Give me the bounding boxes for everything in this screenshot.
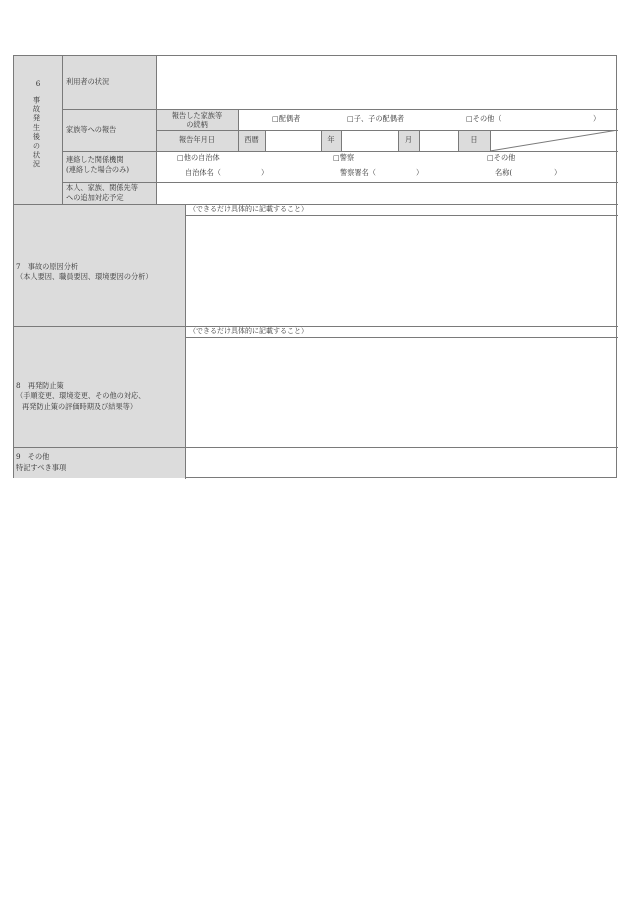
agency-option-municipality[interactable]: □他の自治体 xyxy=(177,153,220,162)
agencies-label-line2: (連絡した場合のみ) xyxy=(66,164,130,174)
section9-label-line1: 9 その他 xyxy=(16,452,50,462)
reported-relation-label: 報告した家族等の続柄 xyxy=(171,110,223,129)
section7-label xyxy=(14,204,185,326)
relation-option-spouse[interactable]: □配偶者 xyxy=(272,114,301,124)
followup-label-line1: 本人、家族、関係先等 xyxy=(66,183,138,192)
section8-input[interactable] xyxy=(185,337,618,447)
family-report-label: 家族等への報告 xyxy=(66,124,117,134)
era-input[interactable] xyxy=(265,130,321,151)
followup-label-line2: への追加対応予定 xyxy=(66,192,124,202)
section7-note: （できるだけ具体的に記載すること） xyxy=(189,205,308,213)
agencies-label xyxy=(62,151,156,182)
relation-option-other-close: ） xyxy=(593,114,601,124)
accident-report-form xyxy=(13,55,617,478)
followup-label xyxy=(62,182,156,204)
section6-number: 6 xyxy=(35,78,41,88)
agency-option-other[interactable]: □その他 xyxy=(487,153,516,162)
year-input[interactable] xyxy=(341,130,398,151)
month-label: 月 xyxy=(404,135,413,145)
section8-label-line1: 8 再発防止策 xyxy=(16,380,64,390)
relation-option-child[interactable]: □子、子の配偶者 xyxy=(347,114,405,124)
diagonal-slash xyxy=(490,130,618,151)
municipality-name-close: ） xyxy=(261,168,269,177)
section6-title: 事故発生後の状況 xyxy=(32,96,42,170)
agency-option-police[interactable]: □警察 xyxy=(333,153,355,162)
section8-label-line2: （手順変更、環境変更、その他の対応、 xyxy=(16,391,146,401)
report-date-label: 報告年月日 xyxy=(179,135,215,145)
section9-input[interactable] xyxy=(185,447,618,478)
section9-label xyxy=(14,447,185,478)
section8-label xyxy=(14,326,185,447)
agencies-label-line1: 連絡した関係機関 xyxy=(66,155,124,164)
era-label: 西暦 xyxy=(244,135,259,145)
day-label: 日 xyxy=(470,135,478,145)
police-name-close: ） xyxy=(416,168,424,177)
section9-label-line2: 特記すべき事項 xyxy=(16,462,67,472)
user-status-label: 利用者の状況 xyxy=(66,77,110,87)
section8-note: （できるだけ具体的に記載すること） xyxy=(189,327,308,335)
municipality-name-open: 自治体名（ xyxy=(185,168,221,177)
section7-label-line2: （本人要因、職員要因、環境要因の分析） xyxy=(16,272,153,281)
section7-label-line1: 7 事故の原因分析 xyxy=(16,261,79,271)
section8-label-line3: 再発防止策の評価時期及び結果等） xyxy=(22,401,138,411)
section7-input[interactable] xyxy=(185,215,618,326)
month-input[interactable] xyxy=(419,130,458,151)
other-name-open: 名称( xyxy=(495,168,513,177)
police-name-open: 警察署名（ xyxy=(340,168,376,177)
followup-input[interactable] xyxy=(156,182,618,204)
user-status-input[interactable] xyxy=(156,56,618,109)
year-label: 年 xyxy=(327,135,335,145)
relation-option-other[interactable]: □その他（ xyxy=(466,114,502,124)
other-name-close: ） xyxy=(554,168,562,177)
